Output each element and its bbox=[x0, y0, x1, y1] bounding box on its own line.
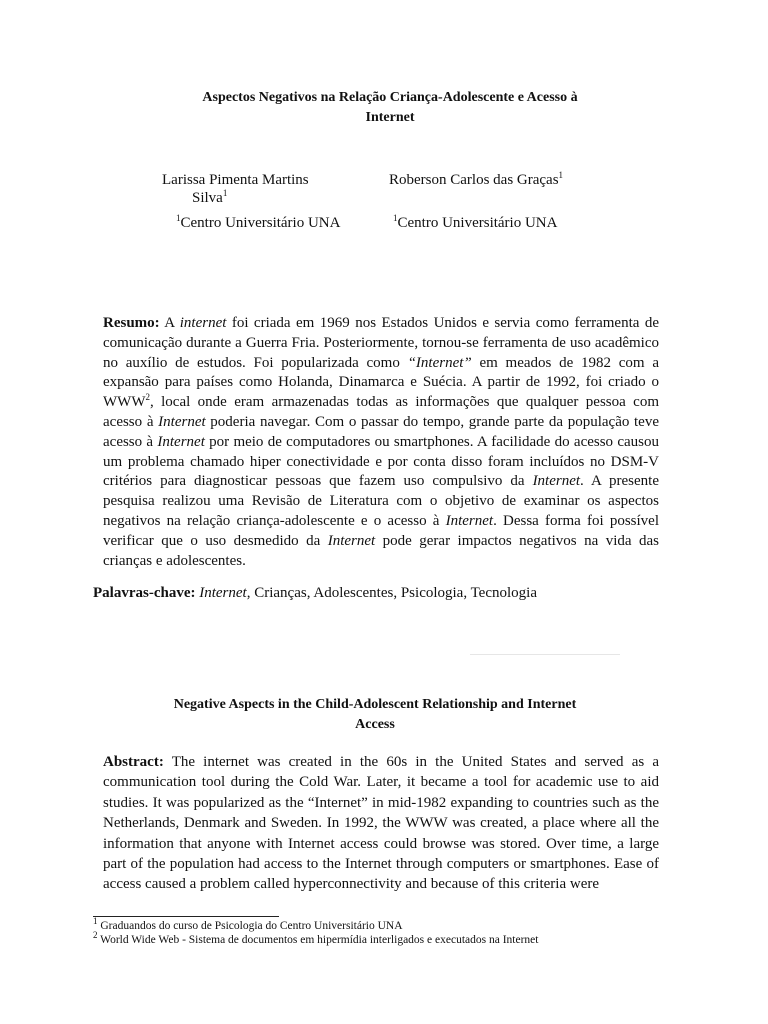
footnote-1-mark: 1 bbox=[93, 916, 98, 927]
resumo-text: , local onde eram armazenadas todas as informações que qualquer pessoa com acesso à bbox=[103, 394, 659, 430]
abstract-text: The internet was created in the 60s in the United States and served as a communication tool during the Cold War. Later, it became a tool for academic use to aid studies. It was popularized as the “Internet” in mid-1982 expanding to countries such as the Netherlands, Denmark and Sweden. In 1992, the WWW was created, a place where all the information that anyone with Internet access could browse was stored. Over time, a large part of the population had access to the Internet through computers or smartphones. Ease of access caused a problem called hyperconnectivity and because of this criteria were bbox=[103, 754, 659, 893]
footnote-2-mark: 2 bbox=[93, 930, 98, 941]
abstract-label: Abstract: bbox=[103, 754, 164, 770]
resumo-paragraph bbox=[103, 314, 659, 571]
resumo-italic: Internet bbox=[445, 512, 494, 529]
abstract-paragraph bbox=[103, 752, 659, 895]
author1-name-line1: Larissa Pimenta Martins bbox=[162, 172, 309, 188]
resumo-text: pode gerar impactos negativos na vida das crianças e adolescentes. bbox=[103, 532, 659, 569]
resumo-italic: internet bbox=[179, 315, 227, 331]
author-1 bbox=[162, 171, 309, 190]
affil1-sup: 1 bbox=[176, 213, 181, 223]
resumo-text: A bbox=[159, 315, 180, 331]
resumo-text: por meio de computadores ou smartphones. A facilidade do acesso causou um problema chamado hiper conectividade e por conta disso foram incluídos no DSM-V critérios para diagnosticar pessoas que fazem uso compulsivo da bbox=[103, 433, 659, 490]
footnote-2-text: World Wide Web - Sistema de documentos em hipermídia interligados e executados na Internet bbox=[97, 934, 539, 946]
resumo-text: em meados de 1982 com a expansão para países como Holanda, Dinamarca e Suécia. A partir de 1992, foi criado o WWW bbox=[103, 354, 659, 411]
resumo-footnote-mark: 2 bbox=[145, 392, 150, 403]
affil2-text: Centro Universitário UNA bbox=[397, 215, 558, 231]
keywords-line bbox=[93, 584, 537, 603]
affiliation-2 bbox=[393, 214, 557, 233]
title-pt-line2: Internet bbox=[365, 110, 415, 125]
title-portuguese bbox=[160, 88, 620, 128]
author-1-line2 bbox=[192, 189, 227, 208]
resumo-label: Resumo: bbox=[103, 315, 160, 331]
resumo-italic: “Internet” bbox=[407, 354, 472, 371]
title-en-line1: Negative Aspects in the Child-Adolescent Relationship and Internet bbox=[173, 697, 577, 712]
resumo-italic: Internet bbox=[158, 413, 206, 430]
keywords-rest: , Crianças, Adolescentes, Psicologia, Tecnologia bbox=[246, 585, 537, 601]
author2-sup: 1 bbox=[558, 170, 564, 180]
title-en-line2: Access bbox=[355, 717, 395, 732]
author1-sup: 1 bbox=[222, 188, 228, 198]
resumo-italic: Internet bbox=[157, 433, 205, 450]
resumo-italic: Internet bbox=[327, 532, 376, 549]
resumo-text: . A presente pesquisa realizou uma Revisão de Literatura com o objetivo de examinar os aspectos negativos na relação criança-adolescente e o acesso à bbox=[103, 473, 659, 529]
author2-name: Roberson Carlos das Graças bbox=[389, 172, 559, 188]
keywords-first: Internet bbox=[199, 585, 247, 601]
resumo-text: foi criada em 1969 nos Estados Unidos e servia como ferramenta de comunicação durante a Guerra Fria. Posteriormente, tornou-se ferramenta de uso acadêmico no auxílio de estudos. Foi popularizada como bbox=[103, 315, 659, 371]
keywords-label: Palavras-chave: bbox=[93, 585, 196, 601]
title-pt-line1: Aspectos Negativos na Relação Criança-Adolescente e Acesso à bbox=[202, 90, 578, 105]
faint-divider bbox=[470, 654, 620, 655]
footnote-1-text: Graduandos do curso de Psicologia do Centro Universitário UNA bbox=[97, 920, 403, 932]
footnote-1 bbox=[93, 916, 403, 933]
title-english bbox=[140, 695, 610, 735]
author1-name-line2: Silva bbox=[192, 190, 223, 206]
affiliation-1 bbox=[176, 214, 340, 233]
resumo-italic: Internet bbox=[532, 473, 581, 490]
affil2-sup: 1 bbox=[393, 213, 398, 223]
affil1-text: Centro Universitário UNA bbox=[180, 215, 341, 231]
resumo-text: . Dessa forma foi possível verificar que o uso desmedido da bbox=[103, 512, 660, 549]
author-2 bbox=[389, 171, 563, 190]
footnote-separator bbox=[93, 916, 279, 917]
footnote-2 bbox=[93, 930, 539, 947]
resumo-text: poderia navegar. Com o passar do tempo, grande parte da população teve acesso à bbox=[103, 413, 660, 450]
